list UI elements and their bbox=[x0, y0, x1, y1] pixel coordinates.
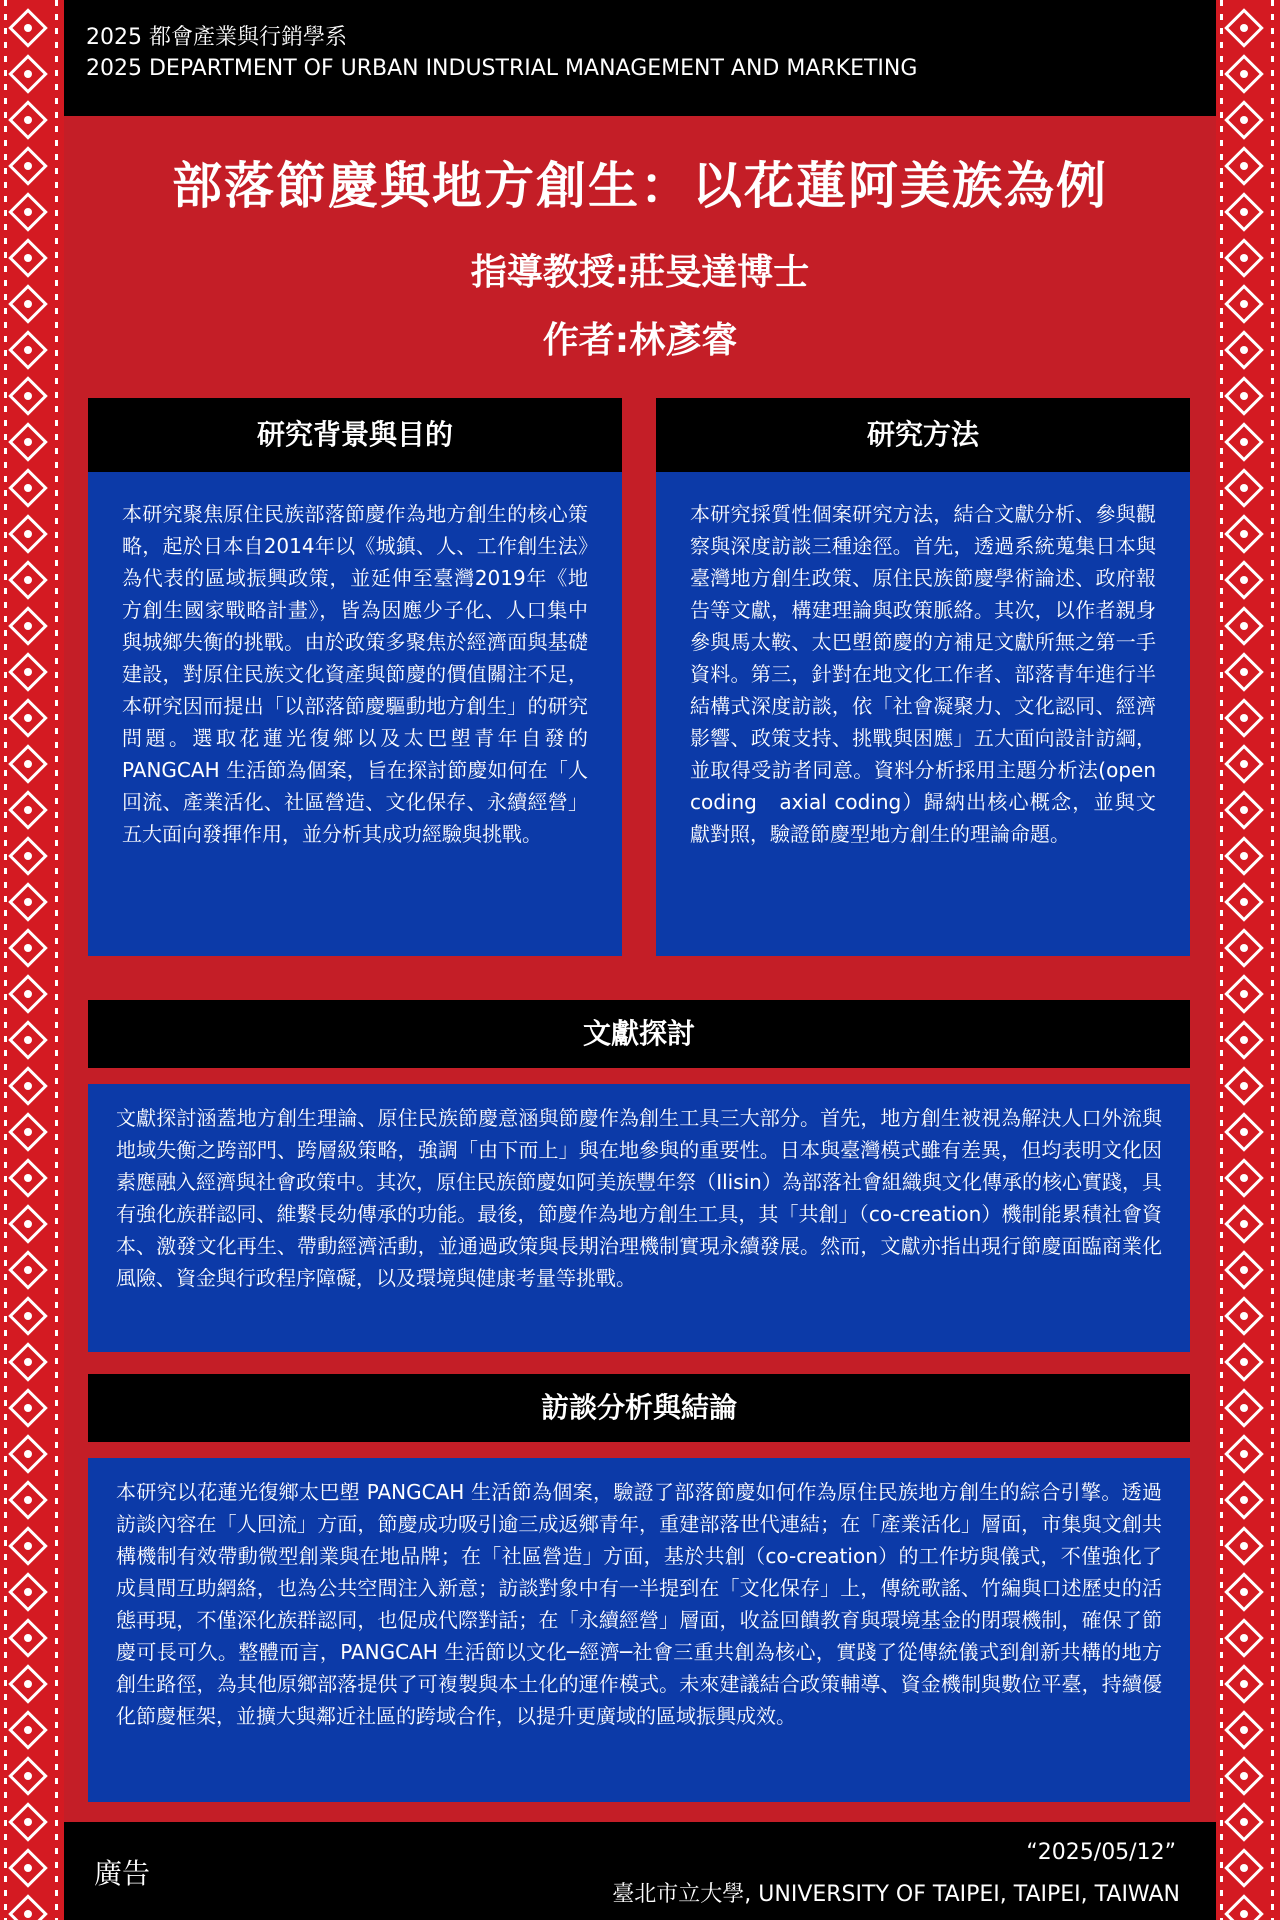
diamond-pattern-icon bbox=[1224, 1112, 1264, 1152]
diamond-pattern-icon bbox=[8, 100, 48, 140]
diamond-pattern-icon bbox=[1224, 238, 1264, 278]
diamond-pattern-icon bbox=[1224, 1342, 1264, 1382]
diamond-pattern-icon bbox=[8, 790, 48, 830]
diamond-pattern-icon bbox=[8, 1526, 48, 1566]
diamond-pattern-icon bbox=[1224, 744, 1264, 784]
diamond-pattern-icon bbox=[1224, 1848, 1264, 1888]
diamond-pattern-icon bbox=[1224, 422, 1264, 462]
diamond-pattern-icon bbox=[1224, 560, 1264, 600]
diamond-pattern-icon bbox=[8, 652, 48, 692]
diamond-pattern-icon bbox=[1224, 1756, 1264, 1796]
section-body-background: 本研究聚焦原住民族部落節慶作為地方創生的核心策略，起於日本自2014年以《城鎮、人、工作創生法》為代表的區域振興政策，並延伸至臺灣2019年《地方創生國家戰略計畫》，皆為因應少子化、人口集中與城鄉失衡的挑戰。由於政策多聚焦於經濟面與基礎建設，對原住民族文化資產與節慶的價值關注不足，本研究因而提出「以部落節慶驅動地方創生」的研究問題。選取花蓮光復鄉以及太巴塱青年自發的 PANGCAH 生活節為個案，旨在探討節慶如何在「人回流、產業活化、社區營造、文化保存、永續經營」五大面向發揮作用，並分析其成功經驗與挑戰。 bbox=[88, 472, 622, 956]
diamond-pattern-icon bbox=[8, 1342, 48, 1382]
diamond-pattern-icon bbox=[1224, 8, 1264, 48]
section-body-conclusion: 本研究以花蓮光復鄉太巴塱 PANGCAH 生活節為個案，驗證了部落節慶如何作為原住民族地方創生的綜合引擎。透過訪談內容在「人回流」方面，節慶成功吸引逾三成返鄉青年，重建部落世代連結；在「產業活化」層面，市集與文創共構機制有效帶動微型創業與在地品牌；在「社區營造」方面，基於共創（co-creation）的工作坊與儀式，不僅強化了成員間互助網絡，也為公共空間注入新意；訪談對象中有一半提到在「文化保存」上，傳統歌謠、竹編與口述歷史的活態再現，不僅深化族群認同，也促成代際對話；在「永續經營」層面，收益回饋教育與環境基金的閉環機制，確保了節慶可長可久。整體而言，PANGCAH 生活節以文化─經濟─社會三重共創為核心，實踐了從傳統儀式到創新共構的地方創生路徑，為其他原鄉部落提供了可複製與本土化的運作模式。未來建議結合政策輔導、資金機制與數位平臺，持續優化節慶框架，並擴大與鄰近社區的跨域合作，以提升更廣域的區域振興成效。 bbox=[88, 1458, 1190, 1802]
diamond-pattern-icon bbox=[1224, 1480, 1264, 1520]
diamond-pattern-icon bbox=[1224, 882, 1264, 922]
diamond-pattern-icon bbox=[8, 146, 48, 186]
section-heading-background: 研究背景與目的 bbox=[88, 398, 622, 472]
diamond-pattern-icon bbox=[1224, 376, 1264, 416]
diamond-pattern-icon bbox=[1224, 1894, 1264, 1920]
poster-main-panel bbox=[64, 116, 1216, 1822]
section-heading-method: 研究方法 bbox=[656, 398, 1190, 472]
ad-label: 廣告 bbox=[94, 1857, 151, 1890]
diamond-pattern-icon bbox=[1224, 1618, 1264, 1658]
diamond-pattern-icon bbox=[8, 1848, 48, 1888]
diamond-pattern-icon bbox=[8, 606, 48, 646]
diamond-pattern-icon bbox=[8, 8, 48, 48]
poster-header bbox=[64, 0, 1216, 116]
diamond-pattern-icon bbox=[1224, 1158, 1264, 1198]
right-decorative-border bbox=[1216, 0, 1280, 1920]
section-heading-conclusion: 訪談分析與結論 bbox=[88, 1374, 1190, 1442]
diamond-pattern-icon bbox=[8, 1710, 48, 1750]
diamond-pattern-icon bbox=[8, 1112, 48, 1152]
diamond-pattern-icon bbox=[8, 422, 48, 462]
diamond-pattern-icon bbox=[8, 928, 48, 968]
diamond-pattern-icon bbox=[8, 1664, 48, 1704]
diamond-pattern-icon bbox=[8, 376, 48, 416]
section-body-literature: 文獻探討涵蓋地方創生理論、原住民族節慶意涵與節慶作為創生工具三大部分。首先，地方創生被視為解決人口外流與地域失衡之跨部門、跨層級策略，強調「由下而上」與在地參與的重要性。日本與臺灣模式雖有差異，但均表明文化因素應融入經濟與社會政策中。其次，原住民族節慶如阿美族豐年祭（Ilisin）為部落社會組織與文化傳承的核心實踐，具有強化族群認同、維繫長幼傳承的功能。最後，節慶作為地方創生工具，其「共創」（co-creation）機制能累積社會資本、激發文化再生、帶動經濟活動，並通過政策與長期治理機制實現永續發展。然而，文獻亦指出現行節慶面臨商業化風險、資金與行政程序障礙，以及環境與健康考量等挑戰。 bbox=[88, 1084, 1190, 1352]
diamond-pattern-icon bbox=[1224, 1296, 1264, 1336]
diamond-pattern-icon bbox=[1224, 1664, 1264, 1704]
poster-footer bbox=[64, 1822, 1216, 1920]
diamond-pattern-icon bbox=[1224, 652, 1264, 692]
diamond-pattern-icon bbox=[8, 1756, 48, 1796]
diamond-pattern-icon bbox=[1224, 836, 1264, 876]
diamond-pattern-icon bbox=[1224, 1388, 1264, 1428]
diamond-pattern-icon bbox=[8, 1572, 48, 1612]
diamond-pattern-icon bbox=[8, 192, 48, 232]
diamond-pattern-icon bbox=[1224, 606, 1264, 646]
advisor-line: 指導教授:莊旻達博士 bbox=[470, 252, 810, 293]
department-name-zh: 2025 都會產業與行銷學系 bbox=[86, 25, 347, 50]
left-decorative-border bbox=[0, 0, 64, 1920]
diamond-pattern-icon bbox=[1224, 1250, 1264, 1290]
diamond-pattern-icon bbox=[1224, 1526, 1264, 1566]
diamond-pattern-icon bbox=[1224, 514, 1264, 554]
diamond-pattern-icon bbox=[1224, 284, 1264, 324]
date-label: “2025/05/12” bbox=[1026, 1840, 1176, 1865]
diamond-pattern-icon bbox=[1224, 1572, 1264, 1612]
diamond-pattern-icon bbox=[1224, 468, 1264, 508]
author-line: 作者:林彥睿 bbox=[542, 320, 738, 361]
poster-title: 部落節慶與地方創生：以花蓮阿美族為例 bbox=[172, 157, 1108, 215]
diamond-pattern-icon bbox=[8, 698, 48, 738]
diamond-pattern-icon bbox=[1224, 1802, 1264, 1842]
diamond-pattern-icon bbox=[1224, 1066, 1264, 1106]
diamond-pattern-icon bbox=[8, 1480, 48, 1520]
diamond-pattern-icon bbox=[8, 974, 48, 1014]
section-body-method: 本研究採質性個案研究方法，結合文獻分析、參與觀察與深度訪談三種途徑。首先，透過系統蒐集日本與臺灣地方創生政策、原住民族節慶學術論述、政府報告等文獻，構建理論與政策脈絡。其次，以作者親身參與馬太鞍、太巴塱節慶的方補足文獻所無之第一手資料。第三，針對在地文化工作者、部落青年進行半結構式深度訪談，依「社會凝聚力、文化認同、經濟影響、政策支持、挑戰與困應」五大面向設計訪綱，並取得受訪者同意。資料分析採用主題分析法(open coding axial coding）歸納出核心概念，並與文獻對照，驗證節慶型地方創生的理論命題。 bbox=[656, 472, 1190, 956]
section-heading-literature: 文獻探討 bbox=[88, 1000, 1190, 1068]
diamond-pattern-icon bbox=[8, 836, 48, 876]
diamond-pattern-icon bbox=[8, 744, 48, 784]
diamond-pattern-icon bbox=[1224, 100, 1264, 140]
diamond-pattern-icon bbox=[1224, 1204, 1264, 1244]
diamond-pattern-icon bbox=[1224, 928, 1264, 968]
diamond-pattern-icon bbox=[8, 1250, 48, 1290]
diamond-pattern-icon bbox=[8, 1020, 48, 1060]
diamond-pattern-icon bbox=[8, 468, 48, 508]
diamond-pattern-icon bbox=[8, 238, 48, 278]
diamond-pattern-icon bbox=[1224, 54, 1264, 94]
diamond-pattern-icon bbox=[1224, 974, 1264, 1014]
diamond-pattern-icon bbox=[8, 1204, 48, 1244]
diamond-pattern-icon bbox=[1224, 790, 1264, 830]
diamond-pattern-icon bbox=[1224, 698, 1264, 738]
diamond-pattern-icon bbox=[8, 330, 48, 370]
diamond-pattern-icon bbox=[8, 1434, 48, 1474]
diamond-pattern-icon bbox=[1224, 1020, 1264, 1060]
diamond-pattern-icon bbox=[8, 284, 48, 324]
diamond-pattern-icon bbox=[8, 1066, 48, 1106]
diamond-pattern-icon bbox=[1224, 1710, 1264, 1750]
diamond-pattern-icon bbox=[8, 514, 48, 554]
diamond-pattern-icon bbox=[8, 882, 48, 922]
diamond-pattern-icon bbox=[1224, 330, 1264, 370]
diamond-pattern-icon bbox=[8, 1296, 48, 1336]
university-label: 臺北市立大學, UNIVERSITY OF TAIPEI, TAIPEI, TAIWAN bbox=[612, 1882, 1180, 1907]
department-name-en: 2025 DEPARTMENT OF URBAN INDUSTRIAL MANAGEMENT AND MARKETING bbox=[86, 56, 918, 81]
diamond-pattern-icon bbox=[8, 1388, 48, 1428]
diamond-pattern-icon bbox=[8, 560, 48, 600]
diamond-pattern-icon bbox=[8, 54, 48, 94]
diamond-pattern-icon bbox=[1224, 192, 1264, 232]
diamond-pattern-icon bbox=[8, 1802, 48, 1842]
diamond-pattern-icon bbox=[1224, 1434, 1264, 1474]
diamond-pattern-icon bbox=[8, 1158, 48, 1198]
diamond-pattern-icon bbox=[1224, 146, 1264, 186]
diamond-pattern-icon bbox=[8, 1894, 48, 1920]
diamond-pattern-icon bbox=[8, 1618, 48, 1658]
